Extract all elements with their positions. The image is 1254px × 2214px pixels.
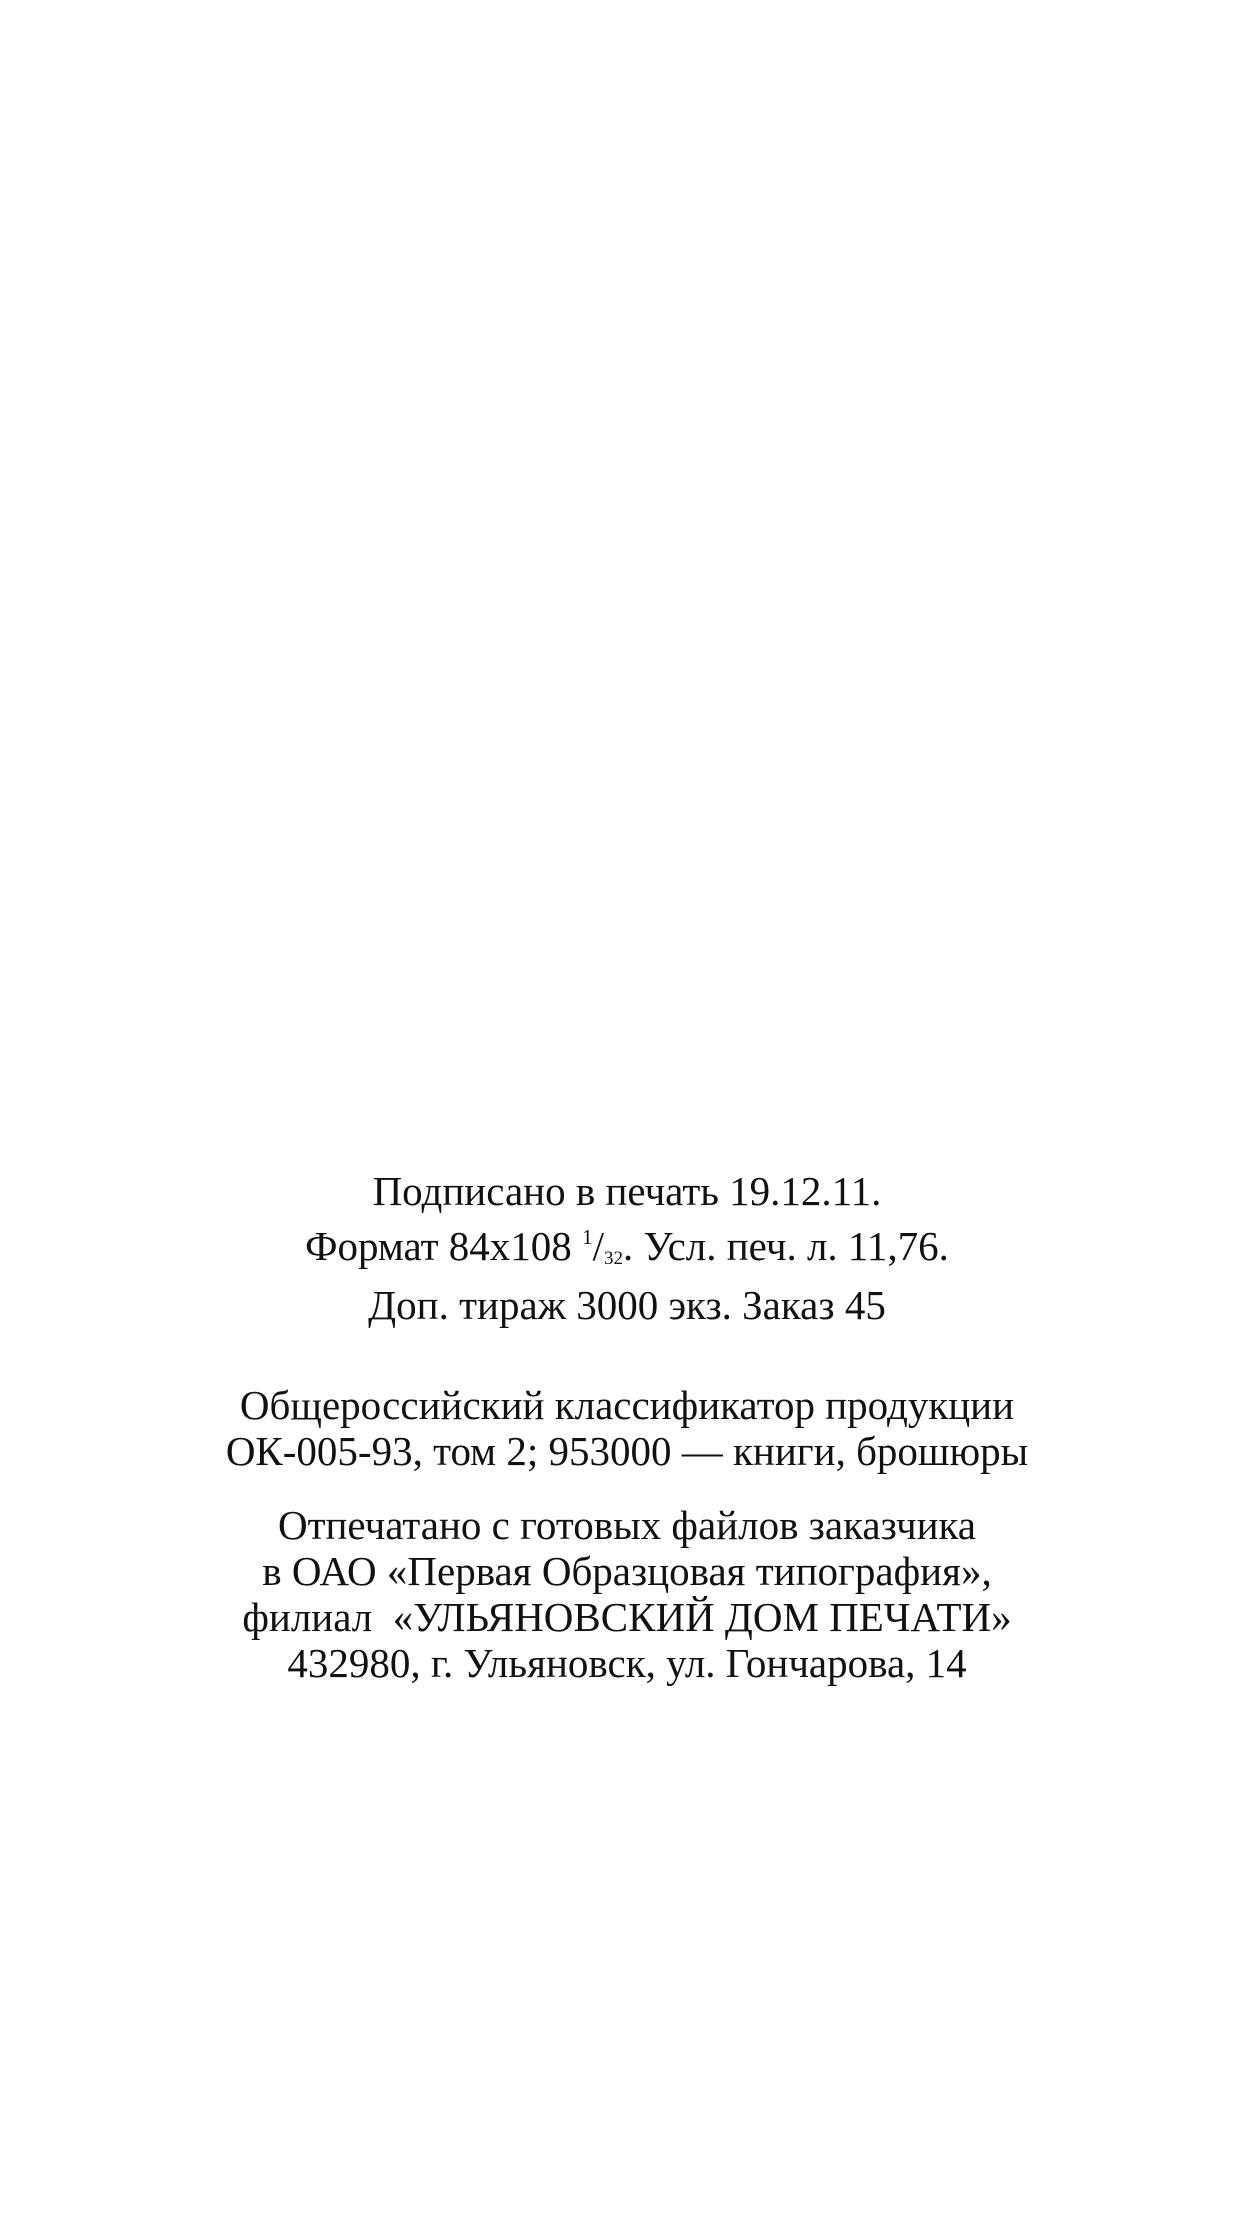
format-denominator: 32 xyxy=(603,1248,623,1269)
format-suffix: . Усл. печ. л. 11,76. xyxy=(622,1223,949,1269)
signed-date-line: Подписано в печать 19.12.11. xyxy=(372,1168,882,1214)
format-numerator: 1 xyxy=(582,1225,593,1249)
signing-info xyxy=(0,1168,1254,1328)
format-slash: / xyxy=(592,1223,604,1269)
classifier-line-2: ОК-005-93, том 2; 953000 — книги, брошюры xyxy=(225,1428,1029,1474)
printer-line-1: Отпечатано с готовых файлов заказчика xyxy=(277,1502,977,1548)
printer-address: 432980, г. Ульяновск, ул. Гончарова, 14 xyxy=(287,1640,967,1686)
print-run-line: Доп. тираж 3000 экз. Заказ 45 xyxy=(368,1282,886,1328)
format-prefix: Формат 84x108 xyxy=(305,1223,583,1269)
printer-info xyxy=(0,1502,1254,1686)
classifier-line-1: Общероссийский классификатор продукции xyxy=(239,1382,1015,1428)
format-line xyxy=(0,1214,1254,1282)
format-fraction xyxy=(582,1223,623,1269)
printer-line-2: в ОАО «Первая Образцовая типография», xyxy=(262,1548,992,1594)
imprint-block xyxy=(0,1168,1254,1686)
printer-line-3: филиал «УЛЬЯНОВСКИЙ ДОМ ПЕЧАТИ» xyxy=(242,1594,1012,1640)
product-classifier xyxy=(0,1382,1254,1474)
